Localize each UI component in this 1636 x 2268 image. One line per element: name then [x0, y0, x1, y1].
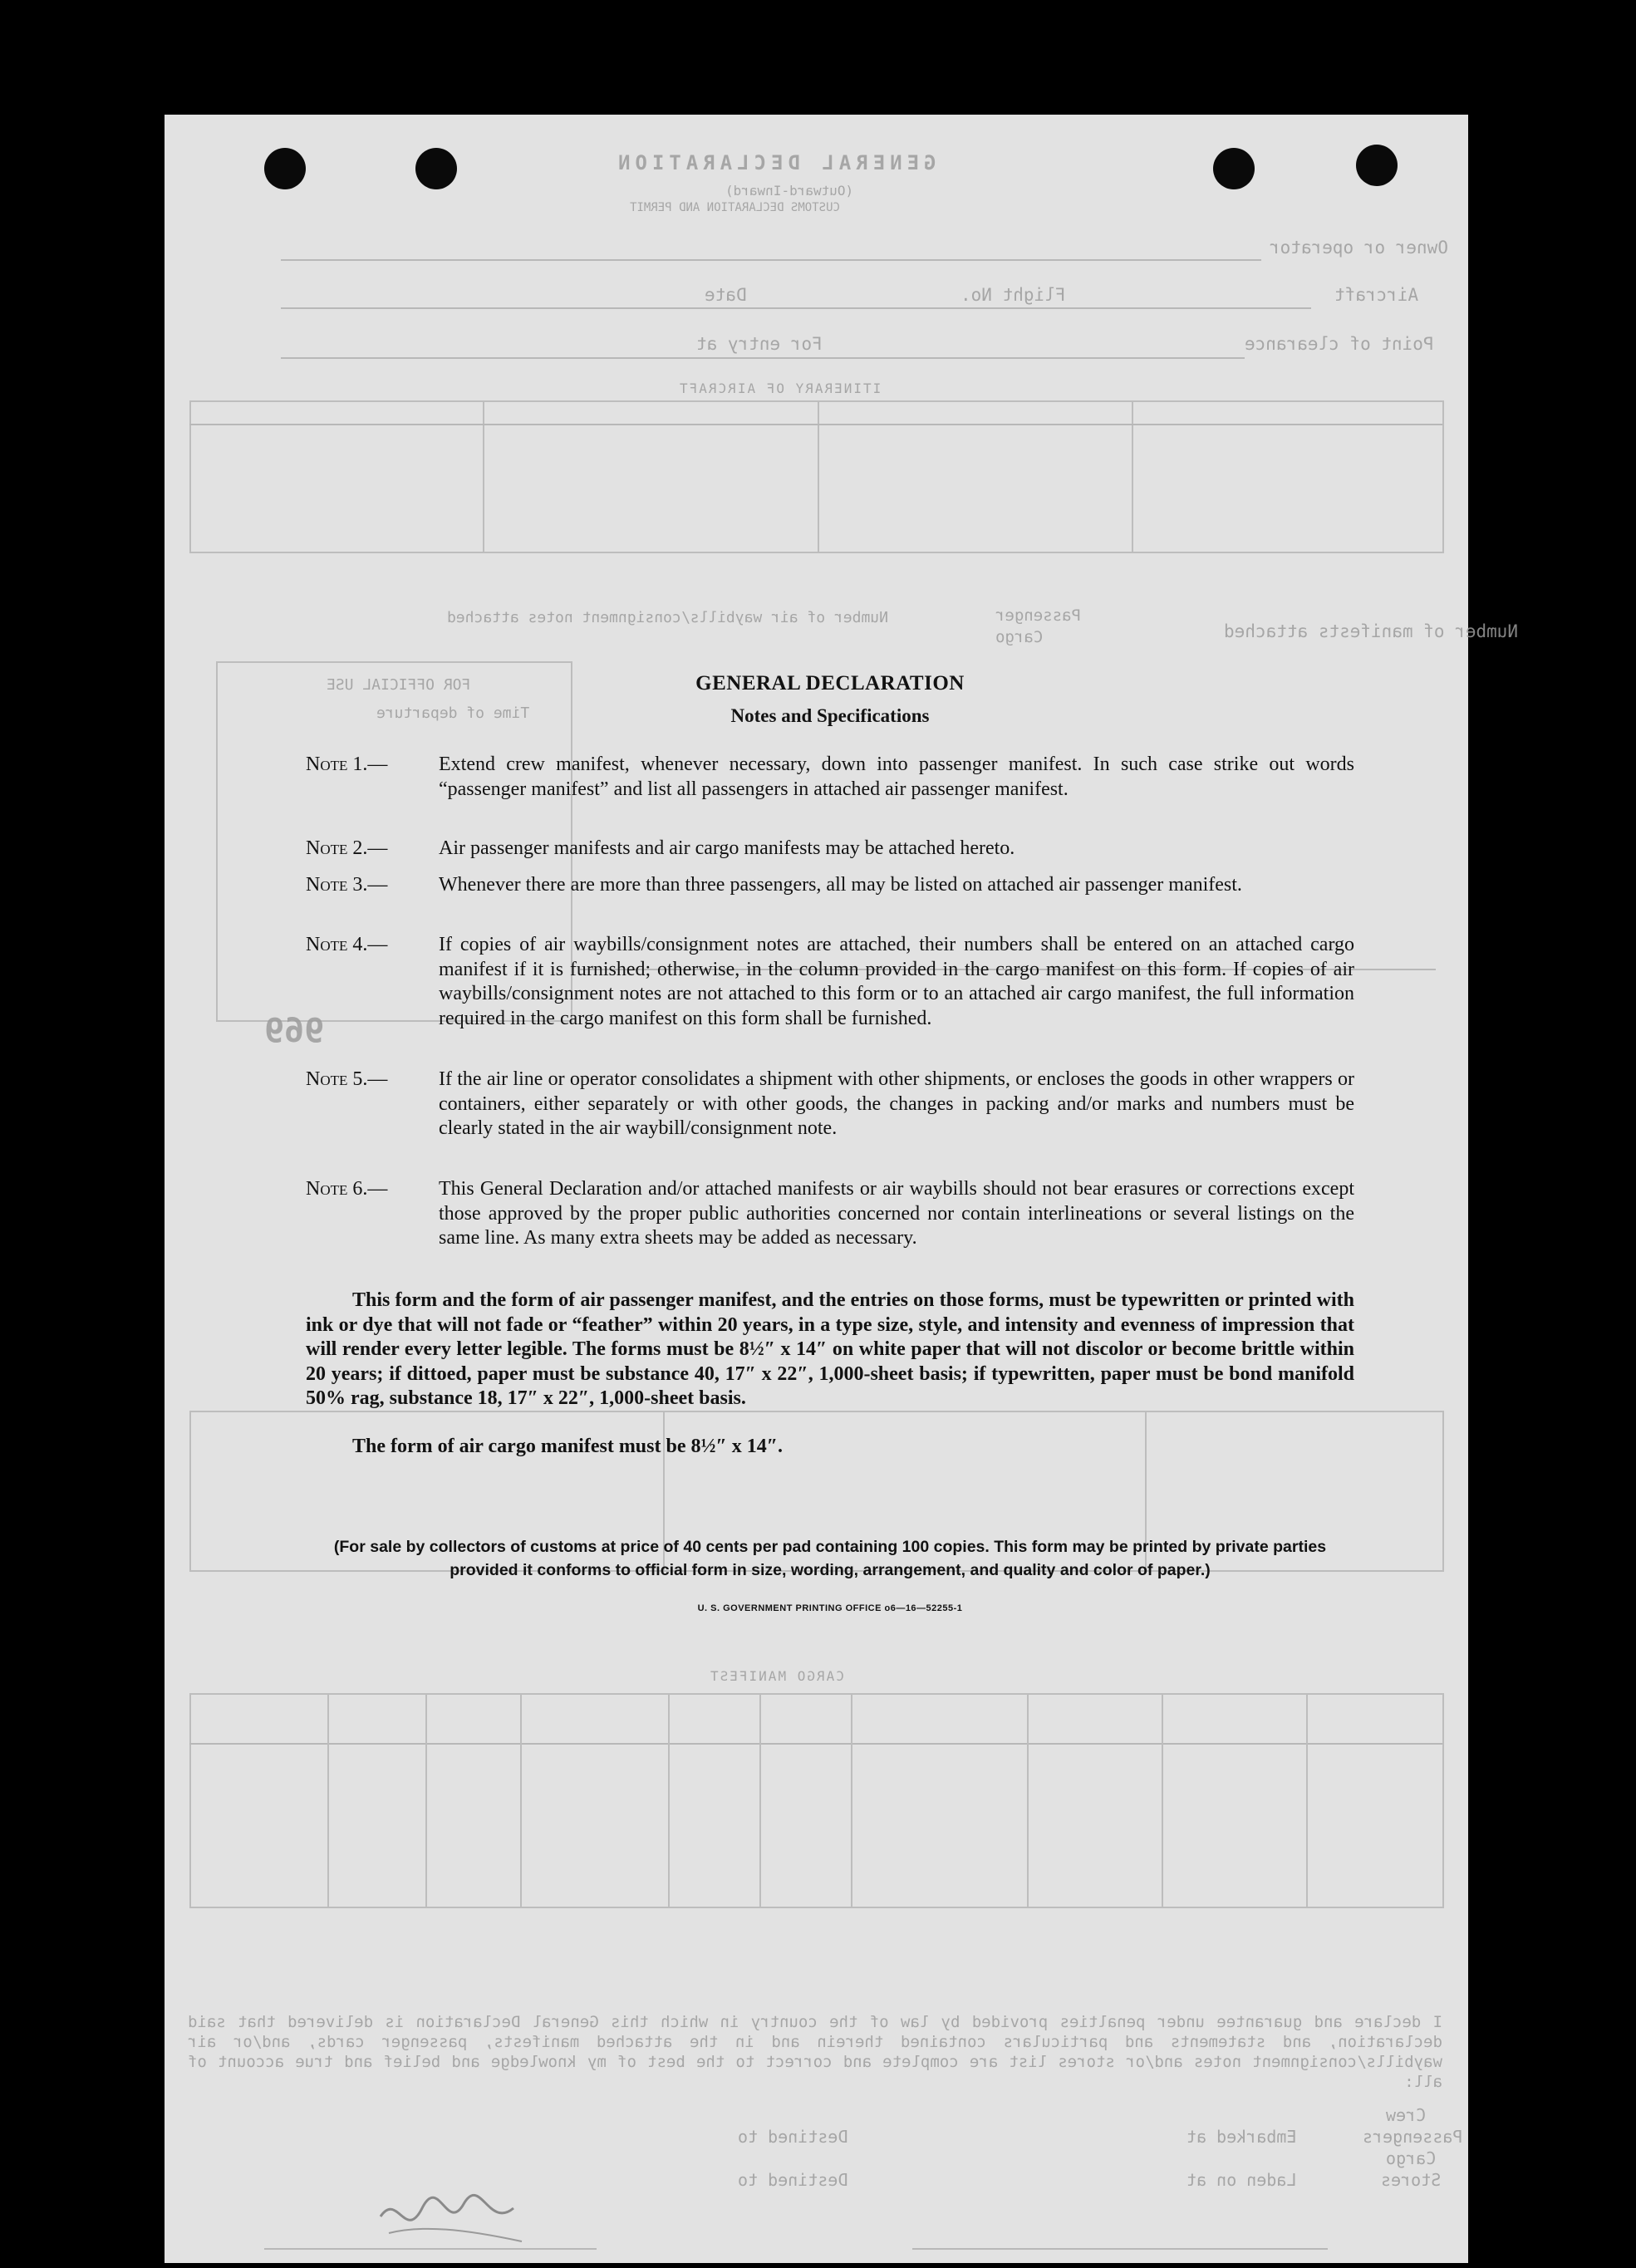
- bleed-clearance-label: Point of clearance: [1245, 334, 1434, 354]
- page-subtitle: Notes and Specifications: [730, 705, 930, 726]
- sale-notice: (For sale by collectors of customs at price of 40 cents per pad containing 100 copies. This form may be printed by private parties provided it conforms to official form in size, wording, arrangement, and quality and color of paper.): [333, 1538, 1327, 1579]
- bleed-date-label: Date: [705, 285, 747, 305]
- note-label: Note 4.—: [306, 934, 388, 955]
- bleed-departure-label: Time of departure: [376, 704, 530, 722]
- bleed-entry-label: For entry at: [696, 334, 823, 354]
- cargo-size-line: The form of air cargo manifest must be 8½″ x 14″.: [352, 1436, 783, 1457]
- bleed-stores-label: Stores: [1381, 2170, 1442, 2190]
- note-label: Note 1.—: [306, 754, 388, 775]
- note-text: If copies of air waybills/consignment notes are attached, their numbers shall be entered on an attached cargo manifest if it is furnished; otherwise, in the column provided in the cargo manifest on this form. If copies of air waybills/consignment notes are not attached to this form or to an attached air cargo manifest, the full information required in the cargo manifest on this form shall be furnished.: [439, 934, 1354, 1029]
- bleed-declare-text: I declare and guarantee under penalties provided by law of the country in which this General Declaration is delivered that said declaration, and statements and particulars contained therein and in the attached manifests, passenger cards, and/or air waybills/consignment notes and/or stores list are complete and correct to the best of my knowledge and belief and true account of all:: [188, 2013, 1442, 2091]
- printer-line: U. S. GOVERNMENT PRINTING OFFICE o6—16—52255-1: [697, 1603, 963, 1613]
- note-text: This General Declaration and/or attached manifests or air waybills should not bear erasures or corrections except those approved by the proper public authorities concerned nor contain interlineations or several listings on the same line. As many extra sheets may be added as necessary.: [439, 1178, 1354, 1249]
- bleed-passengers-label: Passengers: [1363, 2127, 1463, 2147]
- note-text: Air passenger manifests and air cargo manifests may be attached hereto.: [439, 837, 1015, 859]
- bleed-embarked-label: Embarked at: [1186, 2127, 1297, 2147]
- page-title: GENERAL DECLARATION: [695, 672, 965, 695]
- note-text: Whenever there are more than three passengers, all may be listed on attached air passenger manifest.: [439, 874, 1242, 896]
- note-label: Note 5.—: [306, 1068, 388, 1090]
- punch-hole: [1356, 145, 1398, 186]
- bleed-laden-label: Laden on at: [1186, 2170, 1297, 2190]
- bleed-official-label: FOR OFFICIAL USE: [327, 676, 471, 694]
- note-4: [306, 933, 1354, 1031]
- bleed-itinerary-label: ITINERARY OF AIRCRAFT: [678, 380, 882, 396]
- bleed-destined-label: Destined to: [738, 2170, 848, 2190]
- bleed-header-sub2: CUSTOMS DECLARATION AND PERMIT: [630, 201, 840, 214]
- bleed-cargo-label: Cargo: [995, 628, 1044, 646]
- note-label: Note 2.—: [306, 837, 388, 859]
- note-6: [306, 1177, 1354, 1251]
- note-text: Extend crew manifest, whenever necessary, down into passenger manifest. In such case strike out words “passenger manifest” and list all passengers in attached air passenger manifest.: [439, 754, 1354, 800]
- bleed-header-sub: (Outward-Inward): [725, 183, 854, 199]
- note-5: [306, 1068, 1354, 1141]
- bleed-cargo2-label: Cargo: [1386, 2148, 1437, 2168]
- bleed-header-title: GENERAL DECLARATION: [613, 151, 936, 174]
- bleed-flight-label: Flight No.: [960, 285, 1066, 305]
- notes-section: [306, 115, 1354, 2263]
- document-page: [165, 115, 1519, 2263]
- punch-hole: [264, 148, 306, 189]
- note-text: If the air line or operator consolidates a shipment with other shipments, or encloses the goods in other wrappers or containers, either separately or with other goods, the changes in packing and/or marks and numbers must be clearly stated in the air waybill/consignment note.: [439, 1068, 1354, 1139]
- note-1: [306, 753, 1354, 802]
- bleed-destined-label: Destined to: [738, 2127, 848, 2147]
- note-2: [306, 837, 1354, 862]
- bleed-manifests-label: Number of manifests attached: [1224, 621, 1519, 641]
- note-label: Note 3.—: [306, 874, 388, 896]
- bleed-owner-label: Owner or operator: [1270, 238, 1448, 258]
- bleed-stamp-number: 969: [264, 1012, 325, 1050]
- note-3: [306, 873, 1354, 898]
- specification-paragraph: This form and the form of air passenger manifest, and the entries on those forms, must be typewritten or printed with ink or dye that will not fade or “feather” within 20 years, in a type size, style, and intensity and evenness of impression that will render every letter legible. The forms must be 8½″ x 14″ on white paper that will not discolor or become brittle within 20 years; if dittoed, paper must be substance 40, 17″ x 22″, 1,000-sheet basis; if typewritten, paper must be bond manifold 50% rag, substance 18, 17″ x 22″, 1,000-sheet basis.: [306, 1289, 1354, 1409]
- bleed-crew-label: Crew: [1386, 2105, 1427, 2125]
- bleed-passenger-label: Passenger: [995, 606, 1081, 625]
- note-label: Note 6.—: [306, 1178, 388, 1200]
- bleed-waybills-label: Number of air waybills/consignment notes attached: [447, 609, 889, 626]
- bleed-aircraft-label: Aircraft: [1334, 285, 1419, 305]
- bleed-cargo-manifest-label: CARGO MANIFEST: [709, 1668, 844, 1684]
